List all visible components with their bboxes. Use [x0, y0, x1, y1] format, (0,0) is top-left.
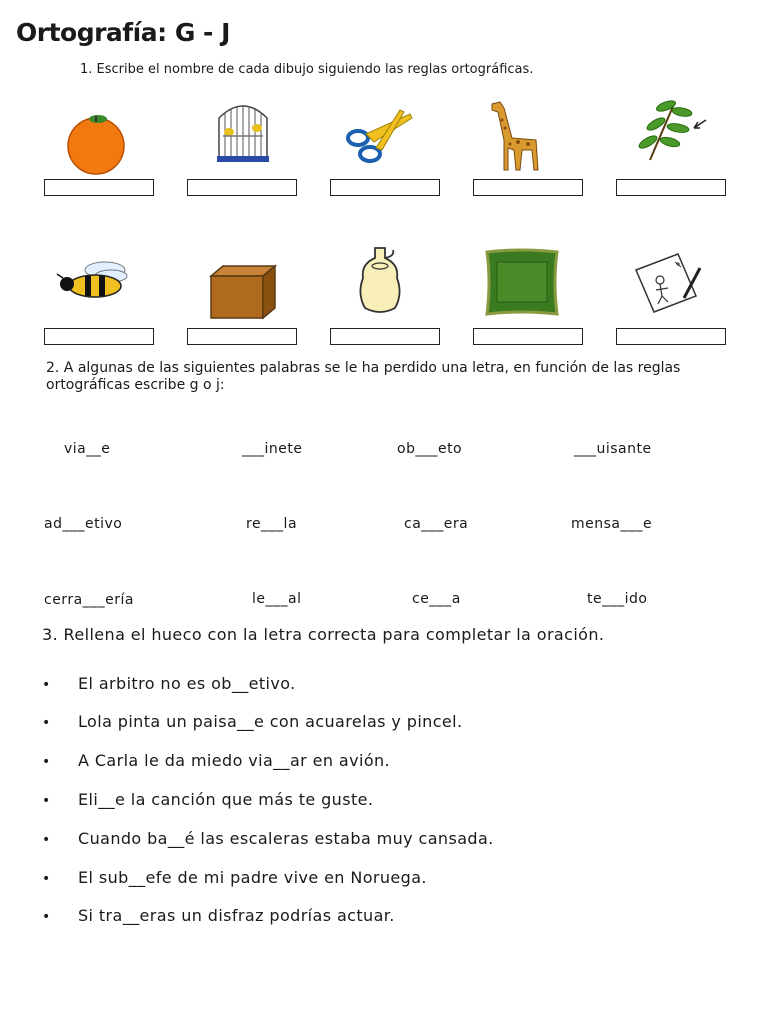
answer-box[interactable]	[473, 328, 583, 345]
sentence-item	[42, 906, 395, 925]
sentence-item	[42, 790, 373, 809]
giraffe-icon	[478, 98, 558, 168]
scissors-icon	[340, 100, 420, 170]
fill-word[interactable]: te___ido	[587, 591, 648, 607]
answer-box[interactable]	[187, 328, 297, 345]
bee-icon	[55, 258, 135, 328]
fill-word[interactable]: ca___era	[404, 516, 469, 532]
fill-word[interactable]: ce___a	[412, 591, 461, 607]
birdcage-icon	[205, 98, 285, 168]
fill-word[interactable]: via__e	[64, 441, 111, 457]
sentence-item	[42, 674, 296, 693]
answer-box[interactable]	[187, 179, 297, 196]
sentence-item	[42, 868, 427, 887]
bullet: •	[42, 909, 51, 925]
fill-word[interactable]: re___la	[246, 516, 298, 532]
fill-word[interactable]: ___uisante	[574, 441, 652, 457]
fill-word[interactable]: le___al	[252, 591, 302, 607]
sentence-text[interactable]: Lola pinta un paisa__e con acuarelas y pincel.	[78, 712, 463, 731]
sentence-text[interactable]: El arbitro no es ob__etivo.	[78, 674, 296, 693]
fill-word[interactable]: ad___etivo	[44, 516, 123, 532]
jug-icon	[345, 244, 425, 314]
sentence-text[interactable]: Cuando ba__é las escaleras estaba muy cansada.	[78, 829, 494, 848]
answer-box[interactable]	[44, 328, 154, 345]
sentence-text[interactable]: El sub__efe de mi padre vive en Noruega.	[78, 868, 427, 887]
instruction-2: 2. A algunas de las siguientes palabras se le ha perdido una letra, en función de las reglas ortográficas escribe g o j:	[46, 360, 681, 393]
bullet: •	[42, 754, 51, 770]
sentence-item	[42, 712, 462, 731]
sentence-item	[42, 829, 494, 848]
bullet: •	[42, 793, 51, 809]
bullet: •	[42, 832, 51, 848]
sentence-item	[42, 751, 390, 770]
sentence-text[interactable]: Eli__e la canción que más te guste.	[78, 790, 374, 809]
bullet: •	[42, 871, 51, 887]
box-icon	[205, 258, 285, 328]
cushion-icon	[483, 248, 563, 318]
fill-word[interactable]: cerra___ería	[44, 592, 134, 608]
answer-box[interactable]	[616, 328, 726, 345]
orange-icon	[58, 108, 138, 178]
bullet: •	[42, 715, 51, 731]
fill-word[interactable]: ___inete	[242, 441, 303, 457]
answer-box[interactable]	[473, 179, 583, 196]
drawing-icon	[630, 248, 710, 318]
fill-word[interactable]: ob___eto	[397, 441, 463, 457]
answer-box[interactable]	[330, 179, 440, 196]
fill-word[interactable]: mensa___e	[571, 516, 653, 532]
answer-box[interactable]	[616, 179, 726, 196]
instruction-1: 1. Escribe el nombre de cada dibujo siguiendo las reglas ortográficas.	[80, 62, 534, 77]
answer-box[interactable]	[330, 328, 440, 345]
page-title: Ortografía: G - J	[16, 18, 230, 47]
sentence-text[interactable]: Si tra__eras un disfraz podrías actuar.	[78, 906, 395, 925]
instruction-3: 3. Rellena el hueco con la letra correcta para completar la oración.	[42, 625, 605, 644]
leaf-branch-icon	[630, 98, 710, 168]
sentence-text[interactable]: A Carla le da miedo via__ar en avión.	[78, 751, 391, 770]
answer-box[interactable]	[44, 179, 154, 196]
bullet: •	[42, 677, 51, 693]
